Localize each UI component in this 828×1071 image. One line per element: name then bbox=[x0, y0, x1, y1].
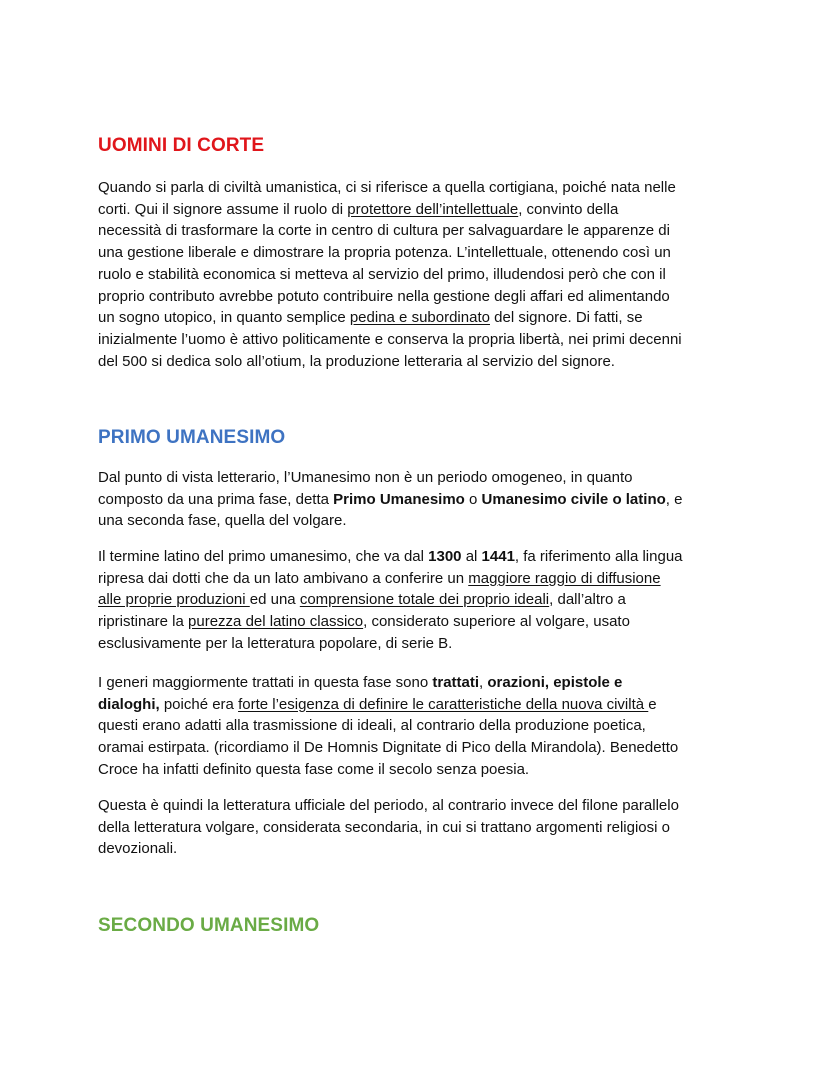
text-run: , convinto della bbox=[518, 200, 619, 218]
paragraph-primo-generi bbox=[98, 672, 738, 781]
text-line: una seconda fase, quella del volgare. bbox=[98, 512, 347, 530]
text-line bbox=[98, 307, 738, 329]
underlined-text: forte l’esigenza di definire le caratteristiche della nuova civiltà bbox=[238, 695, 649, 713]
underlined-text: alle proprie produzioni bbox=[98, 591, 250, 609]
text-run: ed una bbox=[249, 591, 300, 609]
text-line: devozionali. bbox=[98, 840, 178, 858]
text-run: , fa riferimento alla lingua bbox=[514, 548, 683, 565]
text-run: al bbox=[461, 548, 482, 565]
text-run: , e bbox=[665, 490, 683, 508]
text-line: necessità di trasformare la corte in centro di cultura per salvaguardare le apparenze di bbox=[98, 222, 670, 240]
text-line bbox=[98, 589, 738, 611]
text-run: , bbox=[479, 674, 488, 691]
text-run: composto da una prima fase, detta bbox=[98, 490, 334, 508]
text-line: oramai estirpata. (ricordiamo il De Homnis Dignitate di Pico della Mirandola). Benedetto bbox=[98, 739, 679, 757]
text-line: inizialmente l’uomo è attivo politicamente e conserva la propria libertà, nei primi decenni bbox=[98, 330, 682, 348]
heading-primo-umanesimo: PRIMO UMANESIMO bbox=[98, 427, 286, 448]
text-run: e bbox=[648, 695, 657, 713]
text-line: Dal punto di vista letterario, l’Umanesimo non è un periodo omogeneo, in quanto bbox=[98, 469, 633, 486]
text-line: Questa è quindi la letteratura ufficiale del periodo, al contrario invece del filone parallelo bbox=[98, 797, 679, 814]
text-line: Quando si parla di civiltà umanistica, ci si riferisce a quella cortigiana, poiché nata nelle bbox=[98, 179, 676, 196]
paragraph-uomini-di-corte bbox=[98, 177, 738, 372]
text-line: questi erano adatti alla trasmissione di ideali, al contrario della produzione poetica, bbox=[98, 717, 646, 735]
underlined-text: protettore dell’intellettuale bbox=[347, 200, 519, 218]
underlined-text: purezza del latino classico bbox=[188, 613, 364, 631]
bold-text: Umanesimo civile o latino bbox=[481, 490, 666, 508]
text-line: Croce ha infatti definito questa fase come il secolo senza poesia. bbox=[98, 760, 530, 778]
text-run: , considerato superiore al volgare, usato bbox=[363, 613, 630, 631]
bold-text: 1300 bbox=[428, 548, 462, 565]
text-line: una gestione liberale e dimostrare la propria potenza. L’intellettuale, ottenendo così un bbox=[98, 244, 671, 262]
text-run: corti. Qui il signore assume il ruolo di bbox=[98, 200, 348, 218]
text-line: ruolo e stabilità economica si metteva al servizio del primo, illudendosi però che con il bbox=[98, 265, 666, 283]
text-line bbox=[98, 611, 738, 633]
text-line: proprio contributo avrebbe potuto contribuire nella gestione degli affari ed alimentando bbox=[98, 287, 670, 305]
text-line: esclusivamente per la letteratura popolare, di serie B. bbox=[98, 634, 453, 652]
text-line: della letteratura volgare, considerata secondaria, in cui si trattano argomenti religiosi o bbox=[98, 818, 670, 836]
heading-uomini-di-corte: UOMINI DI CORTE bbox=[98, 135, 265, 156]
text-run: ripresa dai dotti che da un lato ambivano a conferire un bbox=[98, 569, 469, 587]
text-line bbox=[98, 546, 738, 568]
underlined-text: comprensione totale dei proprio ideali bbox=[299, 591, 550, 609]
bold-text: Primo Umanesimo bbox=[333, 490, 465, 508]
paragraph-primo-ufficiale bbox=[98, 795, 738, 860]
text-line bbox=[98, 568, 738, 590]
text-line bbox=[98, 199, 738, 221]
text-run: poiché era bbox=[159, 695, 239, 713]
text-run: , dall’altro a bbox=[549, 591, 626, 609]
bold-text: dialoghi, bbox=[98, 695, 160, 713]
text-line: del 500 si dedica solo all’otium, la produzione letteraria al servizio del signore. bbox=[98, 352, 615, 370]
text-line bbox=[98, 489, 738, 511]
paragraph-primo-intro bbox=[98, 467, 738, 532]
heading-secondo-umanesimo: SECONDO UMANESIMO bbox=[98, 915, 320, 936]
underlined-text: pedina e subordinato bbox=[349, 309, 490, 327]
text-line bbox=[98, 694, 738, 716]
underlined-text: maggiore raggio di diffusione bbox=[468, 569, 661, 587]
text-run: o bbox=[464, 490, 482, 508]
text-run: I generi maggiormente trattati in questa fase sono bbox=[98, 674, 433, 691]
bold-text: trattati bbox=[432, 674, 480, 691]
text-line bbox=[98, 672, 738, 694]
bold-text: 1441 bbox=[481, 548, 515, 565]
text-run: ripristinare la bbox=[98, 613, 189, 631]
text-run: un sogno utopico, in quanto semplice bbox=[98, 309, 350, 327]
bold-text: orazioni, epistole e bbox=[487, 674, 623, 691]
text-run: del signore. Di fatti, se bbox=[489, 309, 643, 327]
paragraph-primo-latino bbox=[98, 546, 738, 655]
text-run: Il termine latino del primo umanesimo, che va dal bbox=[98, 548, 429, 565]
